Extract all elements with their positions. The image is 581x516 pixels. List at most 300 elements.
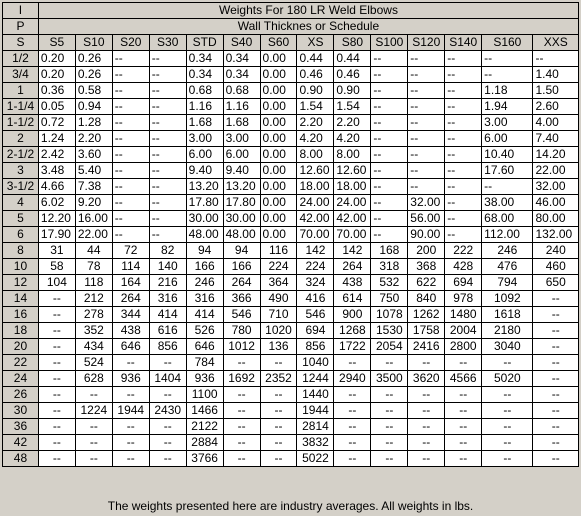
weight-cell: 1224 bbox=[75, 403, 112, 419]
weight-cell: 0.46 bbox=[334, 67, 371, 83]
weight-cell: -- bbox=[112, 355, 149, 371]
weight-cell: 856 bbox=[297, 339, 334, 355]
weight-cell: -- bbox=[445, 83, 482, 99]
weight-cell: -- bbox=[260, 403, 297, 419]
weight-cell: 650 bbox=[533, 275, 579, 291]
weight-cell: -- bbox=[533, 323, 579, 339]
weight-cell: -- bbox=[445, 163, 482, 179]
weight-cell: 90.00 bbox=[408, 227, 445, 243]
weight-cell: 6.00 bbox=[186, 147, 223, 163]
weight-cell: -- bbox=[533, 387, 579, 403]
weight-cell: 344 bbox=[112, 307, 149, 323]
weight-cell: 2122 bbox=[186, 419, 223, 435]
weight-cell: 2884 bbox=[186, 435, 223, 451]
weight-cell: -- bbox=[260, 435, 297, 451]
pipe-size-label: 3 bbox=[3, 163, 39, 179]
weight-cell: 42.00 bbox=[297, 211, 334, 227]
table-row bbox=[3, 211, 579, 227]
weight-cell: 1020 bbox=[260, 323, 297, 339]
weight-cell: 222 bbox=[445, 243, 482, 259]
weight-cell: 0.00 bbox=[260, 227, 297, 243]
weight-cell: 17.90 bbox=[38, 227, 75, 243]
weight-cell: 0.68 bbox=[223, 83, 260, 99]
weight-cell: -- bbox=[371, 195, 408, 211]
weight-cell: -- bbox=[408, 403, 445, 419]
pipe-size-label: 2 bbox=[3, 131, 39, 147]
weight-cell: 2004 bbox=[445, 323, 482, 339]
weight-cell: 82 bbox=[149, 243, 186, 259]
weight-cell: -- bbox=[533, 451, 579, 467]
weight-cell: -- bbox=[112, 163, 149, 179]
weight-cell: 1.68 bbox=[186, 115, 223, 131]
pipe-size-label: 36 bbox=[3, 419, 39, 435]
weight-cell: 936 bbox=[112, 371, 149, 387]
weight-cell: 1100 bbox=[186, 387, 223, 403]
weight-cell: -- bbox=[260, 419, 297, 435]
pipe-size-label: 24 bbox=[3, 371, 39, 387]
weight-cell: 17.80 bbox=[223, 195, 260, 211]
weight-cell: -- bbox=[408, 387, 445, 403]
weight-cell: -- bbox=[223, 355, 260, 371]
weight-cell: 438 bbox=[112, 323, 149, 339]
weight-cell: -- bbox=[445, 179, 482, 195]
weight-cell: 164 bbox=[112, 275, 149, 291]
weight-cell: -- bbox=[112, 451, 149, 467]
weight-cell: 30.00 bbox=[186, 211, 223, 227]
weight-cell: 3040 bbox=[482, 339, 533, 355]
weight-cell: 476 bbox=[482, 259, 533, 275]
weight-cell: -- bbox=[482, 451, 533, 467]
weight-cell: 136 bbox=[260, 339, 297, 355]
weight-cell: 622 bbox=[408, 275, 445, 291]
weight-cell: 166 bbox=[186, 259, 223, 275]
table-row bbox=[3, 227, 579, 243]
weight-cell: -- bbox=[482, 51, 533, 67]
weight-cell: -- bbox=[112, 51, 149, 67]
weight-cell: 1758 bbox=[408, 323, 445, 339]
weight-cell: -- bbox=[149, 419, 186, 435]
weight-cell: 1.68 bbox=[223, 115, 260, 131]
weight-cell: -- bbox=[408, 419, 445, 435]
weight-cell: 364 bbox=[260, 275, 297, 291]
weight-cell: 200 bbox=[408, 243, 445, 259]
weight-cell: 58 bbox=[38, 259, 75, 275]
weight-cell: 264 bbox=[334, 259, 371, 275]
weight-cell: 13.20 bbox=[223, 179, 260, 195]
weight-cell: 0.68 bbox=[186, 83, 223, 99]
column-header: XXS bbox=[533, 35, 579, 51]
weight-cell: -- bbox=[223, 419, 260, 435]
weight-cell: 0.00 bbox=[260, 115, 297, 131]
weight-cell: 12.60 bbox=[334, 163, 371, 179]
weight-cell: 0.36 bbox=[38, 83, 75, 99]
pipe-size-label: 1-1/2 bbox=[3, 115, 39, 131]
weight-cell: 14.20 bbox=[533, 147, 579, 163]
weight-cell: 12.20 bbox=[38, 211, 75, 227]
weight-cell: -- bbox=[75, 387, 112, 403]
weight-cell: 80.00 bbox=[533, 211, 579, 227]
weight-cell: -- bbox=[533, 339, 579, 355]
weight-cell: -- bbox=[112, 83, 149, 99]
weight-cell: 428 bbox=[445, 259, 482, 275]
weight-cell: -- bbox=[334, 403, 371, 419]
weight-cell: -- bbox=[334, 355, 371, 371]
weight-cell: 1.16 bbox=[186, 99, 223, 115]
column-header: S20 bbox=[112, 35, 149, 51]
weight-cell: 18.00 bbox=[334, 179, 371, 195]
weight-cell: -- bbox=[38, 307, 75, 323]
weight-cell: 224 bbox=[260, 259, 297, 275]
weight-cell: 140 bbox=[149, 259, 186, 275]
pipe-size-label: 20 bbox=[3, 339, 39, 355]
weight-cell: 0.00 bbox=[260, 51, 297, 67]
weight-cell: 142 bbox=[297, 243, 334, 259]
weight-cell: 1244 bbox=[297, 371, 334, 387]
weight-cell: -- bbox=[533, 403, 579, 419]
weight-cell: -- bbox=[38, 371, 75, 387]
weight-cell: -- bbox=[75, 419, 112, 435]
column-header: S80 bbox=[334, 35, 371, 51]
table-row bbox=[3, 259, 579, 275]
weight-cell: -- bbox=[371, 51, 408, 67]
pipe-size-label: 26 bbox=[3, 387, 39, 403]
weight-cell: 240 bbox=[533, 243, 579, 259]
weight-cell: -- bbox=[260, 387, 297, 403]
weight-cell: 6.02 bbox=[38, 195, 75, 211]
weight-cell: -- bbox=[533, 51, 579, 67]
weight-cell: -- bbox=[371, 67, 408, 83]
weight-cell: -- bbox=[533, 307, 579, 323]
table-row bbox=[3, 435, 579, 451]
weight-cell: -- bbox=[445, 99, 482, 115]
table-row bbox=[3, 99, 579, 115]
weight-cell: 9.40 bbox=[223, 163, 260, 179]
weight-cell: 1.54 bbox=[334, 99, 371, 115]
weight-cell: 70.00 bbox=[334, 227, 371, 243]
table-row bbox=[3, 195, 579, 211]
weight-cell: -- bbox=[38, 291, 75, 307]
column-header: S5 bbox=[38, 35, 75, 51]
weight-cell: 1692 bbox=[223, 371, 260, 387]
weight-cell: 17.80 bbox=[186, 195, 223, 211]
weight-cell: -- bbox=[482, 435, 533, 451]
weight-cell: -- bbox=[445, 403, 482, 419]
weight-cell: -- bbox=[149, 179, 186, 195]
weight-cell: 3832 bbox=[297, 435, 334, 451]
weight-cell: -- bbox=[112, 419, 149, 435]
weight-cell: -- bbox=[149, 387, 186, 403]
weight-cell: 13.20 bbox=[186, 179, 223, 195]
weight-cell: 0.00 bbox=[260, 163, 297, 179]
weight-cell: 70.00 bbox=[297, 227, 334, 243]
table-row bbox=[3, 371, 579, 387]
weight-cell: -- bbox=[149, 355, 186, 371]
table-subtitle: Wall Thicknes or Schedule bbox=[38, 19, 578, 35]
weight-cell: 32.00 bbox=[533, 179, 579, 195]
table-row bbox=[3, 403, 579, 419]
weight-cell: 212 bbox=[75, 291, 112, 307]
weight-cell: 438 bbox=[334, 275, 371, 291]
weight-cell: -- bbox=[445, 387, 482, 403]
weight-cell: -- bbox=[38, 355, 75, 371]
weight-cell: 2.20 bbox=[75, 131, 112, 147]
weight-cell: 1944 bbox=[297, 403, 334, 419]
weight-cell: 94 bbox=[223, 243, 260, 259]
weight-cell: 116 bbox=[260, 243, 297, 259]
weight-cell: -- bbox=[371, 163, 408, 179]
weight-cell: 490 bbox=[260, 291, 297, 307]
weight-cell: -- bbox=[445, 147, 482, 163]
weight-cell: 216 bbox=[149, 275, 186, 291]
weight-cell: -- bbox=[408, 179, 445, 195]
table-row bbox=[3, 163, 579, 179]
ips-label-s: S bbox=[3, 35, 39, 51]
weight-cell: 0.00 bbox=[260, 67, 297, 83]
weight-cell: 48.00 bbox=[223, 227, 260, 243]
footer-note: The weights presented here are industry averages. All weights in lbs. bbox=[107, 499, 474, 513]
weight-cell: -- bbox=[223, 435, 260, 451]
weight-cell: -- bbox=[112, 387, 149, 403]
weight-cell: -- bbox=[371, 147, 408, 163]
column-header: S30 bbox=[149, 35, 186, 51]
pipe-size-label: 22 bbox=[3, 355, 39, 371]
weight-cell: -- bbox=[112, 211, 149, 227]
weight-cell: 46.00 bbox=[533, 195, 579, 211]
weight-cell: 794 bbox=[482, 275, 533, 291]
weight-cell: 0.34 bbox=[186, 51, 223, 67]
column-header: S10 bbox=[75, 35, 112, 51]
weight-cell: -- bbox=[112, 115, 149, 131]
weight-cell: 0.26 bbox=[75, 51, 112, 67]
weight-cell: 1012 bbox=[223, 339, 260, 355]
weight-cell: 2054 bbox=[371, 339, 408, 355]
weight-cell: 614 bbox=[334, 291, 371, 307]
weight-cell: 2814 bbox=[297, 419, 334, 435]
pipe-size-label: 1 bbox=[3, 83, 39, 99]
weight-cell: 4.20 bbox=[334, 131, 371, 147]
weight-cell: -- bbox=[149, 435, 186, 451]
weight-cell: -- bbox=[149, 99, 186, 115]
weight-cell: 22.00 bbox=[533, 163, 579, 179]
weight-cell: 264 bbox=[112, 291, 149, 307]
weight-cell: -- bbox=[533, 355, 579, 371]
weight-cell: -- bbox=[482, 179, 533, 195]
weight-cell: -- bbox=[149, 83, 186, 99]
weight-cell: -- bbox=[149, 227, 186, 243]
weight-cell: 0.00 bbox=[260, 195, 297, 211]
weight-cell: -- bbox=[260, 451, 297, 467]
column-header: S40 bbox=[223, 35, 260, 51]
weight-cell: 1722 bbox=[334, 339, 371, 355]
table-row bbox=[3, 67, 579, 83]
weight-cell: 694 bbox=[445, 275, 482, 291]
weight-cell: -- bbox=[38, 403, 75, 419]
weight-cell: 546 bbox=[297, 307, 334, 323]
weight-cell: 142 bbox=[334, 243, 371, 259]
weight-cell: -- bbox=[260, 355, 297, 371]
weight-cell: -- bbox=[445, 131, 482, 147]
ips-label-i: I bbox=[3, 3, 39, 19]
weight-cell: -- bbox=[445, 67, 482, 83]
weight-cell: -- bbox=[408, 99, 445, 115]
weight-cell: 18.00 bbox=[297, 179, 334, 195]
weight-cell: 166 bbox=[223, 259, 260, 275]
weight-cell: 12.60 bbox=[297, 163, 334, 179]
weight-cell: 532 bbox=[371, 275, 408, 291]
weight-cell: -- bbox=[149, 211, 186, 227]
table-row bbox=[3, 323, 579, 339]
weight-cell: -- bbox=[149, 451, 186, 467]
weight-cell: 7.38 bbox=[75, 179, 112, 195]
weight-cell: 0.34 bbox=[186, 67, 223, 83]
table-row bbox=[3, 339, 579, 355]
weight-cell: 0.00 bbox=[260, 83, 297, 99]
weight-cell: 42.00 bbox=[334, 211, 371, 227]
weight-cell: -- bbox=[112, 131, 149, 147]
weight-cell: -- bbox=[38, 323, 75, 339]
weight-cell: -- bbox=[482, 419, 533, 435]
column-header: S160 bbox=[482, 35, 533, 51]
weight-cell: -- bbox=[408, 115, 445, 131]
table-row bbox=[3, 419, 579, 435]
weight-cell: 1262 bbox=[408, 307, 445, 323]
weight-cell: -- bbox=[371, 435, 408, 451]
table-row bbox=[3, 387, 579, 403]
weight-cell: 646 bbox=[112, 339, 149, 355]
weight-cell: -- bbox=[371, 227, 408, 243]
weight-cell: 3.00 bbox=[186, 131, 223, 147]
pipe-size-label: 16 bbox=[3, 307, 39, 323]
weight-cell: 1466 bbox=[186, 403, 223, 419]
weight-cell: -- bbox=[112, 179, 149, 195]
weight-cell: -- bbox=[371, 211, 408, 227]
weight-cell: 1618 bbox=[482, 307, 533, 323]
weight-cell: 0.72 bbox=[38, 115, 75, 131]
weight-cell: 1092 bbox=[482, 291, 533, 307]
weights-table bbox=[2, 2, 579, 467]
weight-cell: -- bbox=[445, 451, 482, 467]
weight-cell: -- bbox=[533, 419, 579, 435]
weight-cell: 694 bbox=[297, 323, 334, 339]
pipe-size-label: 48 bbox=[3, 451, 39, 467]
weight-cell: 4.66 bbox=[38, 179, 75, 195]
weight-cell: -- bbox=[482, 403, 533, 419]
pipe-size-label: 2-1/2 bbox=[3, 147, 39, 163]
weight-cell: 68.00 bbox=[482, 211, 533, 227]
weight-cell: -- bbox=[149, 67, 186, 83]
weight-cell: -- bbox=[445, 195, 482, 211]
pipe-size-label: 1/2 bbox=[3, 51, 39, 67]
weight-cell: 316 bbox=[149, 291, 186, 307]
weight-cell: 168 bbox=[371, 243, 408, 259]
weight-cell: -- bbox=[334, 387, 371, 403]
weight-cell: 278 bbox=[75, 307, 112, 323]
weight-cell: 38.00 bbox=[482, 195, 533, 211]
weight-cell: 94 bbox=[186, 243, 223, 259]
weight-cell: -- bbox=[223, 387, 260, 403]
weight-cell: -- bbox=[408, 83, 445, 99]
weight-cell: 3.48 bbox=[38, 163, 75, 179]
weight-cell: -- bbox=[334, 419, 371, 435]
table-row bbox=[3, 275, 579, 291]
weight-cell: -- bbox=[533, 291, 579, 307]
weight-cell: 104 bbox=[38, 275, 75, 291]
weight-cell: 4.20 bbox=[297, 131, 334, 147]
weight-cell: -- bbox=[38, 435, 75, 451]
weight-cell: -- bbox=[112, 227, 149, 243]
weight-cell: 6.00 bbox=[482, 131, 533, 147]
weight-cell: -- bbox=[408, 51, 445, 67]
table-row bbox=[3, 179, 579, 195]
weight-cell: 3500 bbox=[371, 371, 408, 387]
weight-cell: 0.90 bbox=[297, 83, 334, 99]
weight-cell: -- bbox=[445, 355, 482, 371]
weight-cell: -- bbox=[334, 451, 371, 467]
weight-cell: 2180 bbox=[482, 323, 533, 339]
weight-cell: 0.00 bbox=[260, 131, 297, 147]
weight-cell: 750 bbox=[371, 291, 408, 307]
weight-cell: 316 bbox=[186, 291, 223, 307]
weight-cell: -- bbox=[38, 387, 75, 403]
weight-cell: 414 bbox=[186, 307, 223, 323]
weight-cell: -- bbox=[408, 163, 445, 179]
weight-cell: -- bbox=[371, 355, 408, 371]
weight-cell: -- bbox=[408, 451, 445, 467]
weight-cell: 5020 bbox=[482, 371, 533, 387]
column-header: S140 bbox=[445, 35, 482, 51]
weight-cell: 628 bbox=[75, 371, 112, 387]
weight-cell: -- bbox=[408, 435, 445, 451]
table-title: Weights For 180 LR Weld Elbows bbox=[38, 3, 578, 19]
weight-cell: -- bbox=[75, 435, 112, 451]
weight-cell: -- bbox=[408, 131, 445, 147]
weight-cell: 2.60 bbox=[533, 99, 579, 115]
column-header: S100 bbox=[371, 35, 408, 51]
weight-cell: 1530 bbox=[371, 323, 408, 339]
pipe-size-label: 6 bbox=[3, 227, 39, 243]
weight-cell: -- bbox=[445, 51, 482, 67]
weight-cell: -- bbox=[482, 67, 533, 83]
weight-cell: -- bbox=[112, 195, 149, 211]
weight-cell: 0.34 bbox=[223, 67, 260, 83]
weight-cell: 30.00 bbox=[223, 211, 260, 227]
pipe-size-label: 18 bbox=[3, 323, 39, 339]
table-row bbox=[3, 131, 579, 147]
weight-cell: 264 bbox=[223, 275, 260, 291]
weight-cell: 1078 bbox=[371, 307, 408, 323]
column-header: XS bbox=[297, 35, 334, 51]
weight-cell: -- bbox=[149, 163, 186, 179]
table-row bbox=[3, 291, 579, 307]
weight-cell: 1480 bbox=[445, 307, 482, 323]
weight-cell: 1.54 bbox=[297, 99, 334, 115]
weight-cell: -- bbox=[533, 435, 579, 451]
weight-cell: 936 bbox=[186, 371, 223, 387]
weight-cell: -- bbox=[149, 51, 186, 67]
weight-cell: 48.00 bbox=[186, 227, 223, 243]
weight-cell: 2416 bbox=[408, 339, 445, 355]
weight-cell: -- bbox=[38, 451, 75, 467]
weight-cell: 0.44 bbox=[297, 51, 334, 67]
weight-cell: 324 bbox=[297, 275, 334, 291]
weight-cell: 3.00 bbox=[223, 131, 260, 147]
column-header: S60 bbox=[260, 35, 297, 51]
weight-cell: 0.00 bbox=[260, 179, 297, 195]
weight-cell: -- bbox=[38, 419, 75, 435]
weight-cell: 784 bbox=[186, 355, 223, 371]
weight-cell: 0.00 bbox=[260, 99, 297, 115]
weight-cell: 2.42 bbox=[38, 147, 75, 163]
